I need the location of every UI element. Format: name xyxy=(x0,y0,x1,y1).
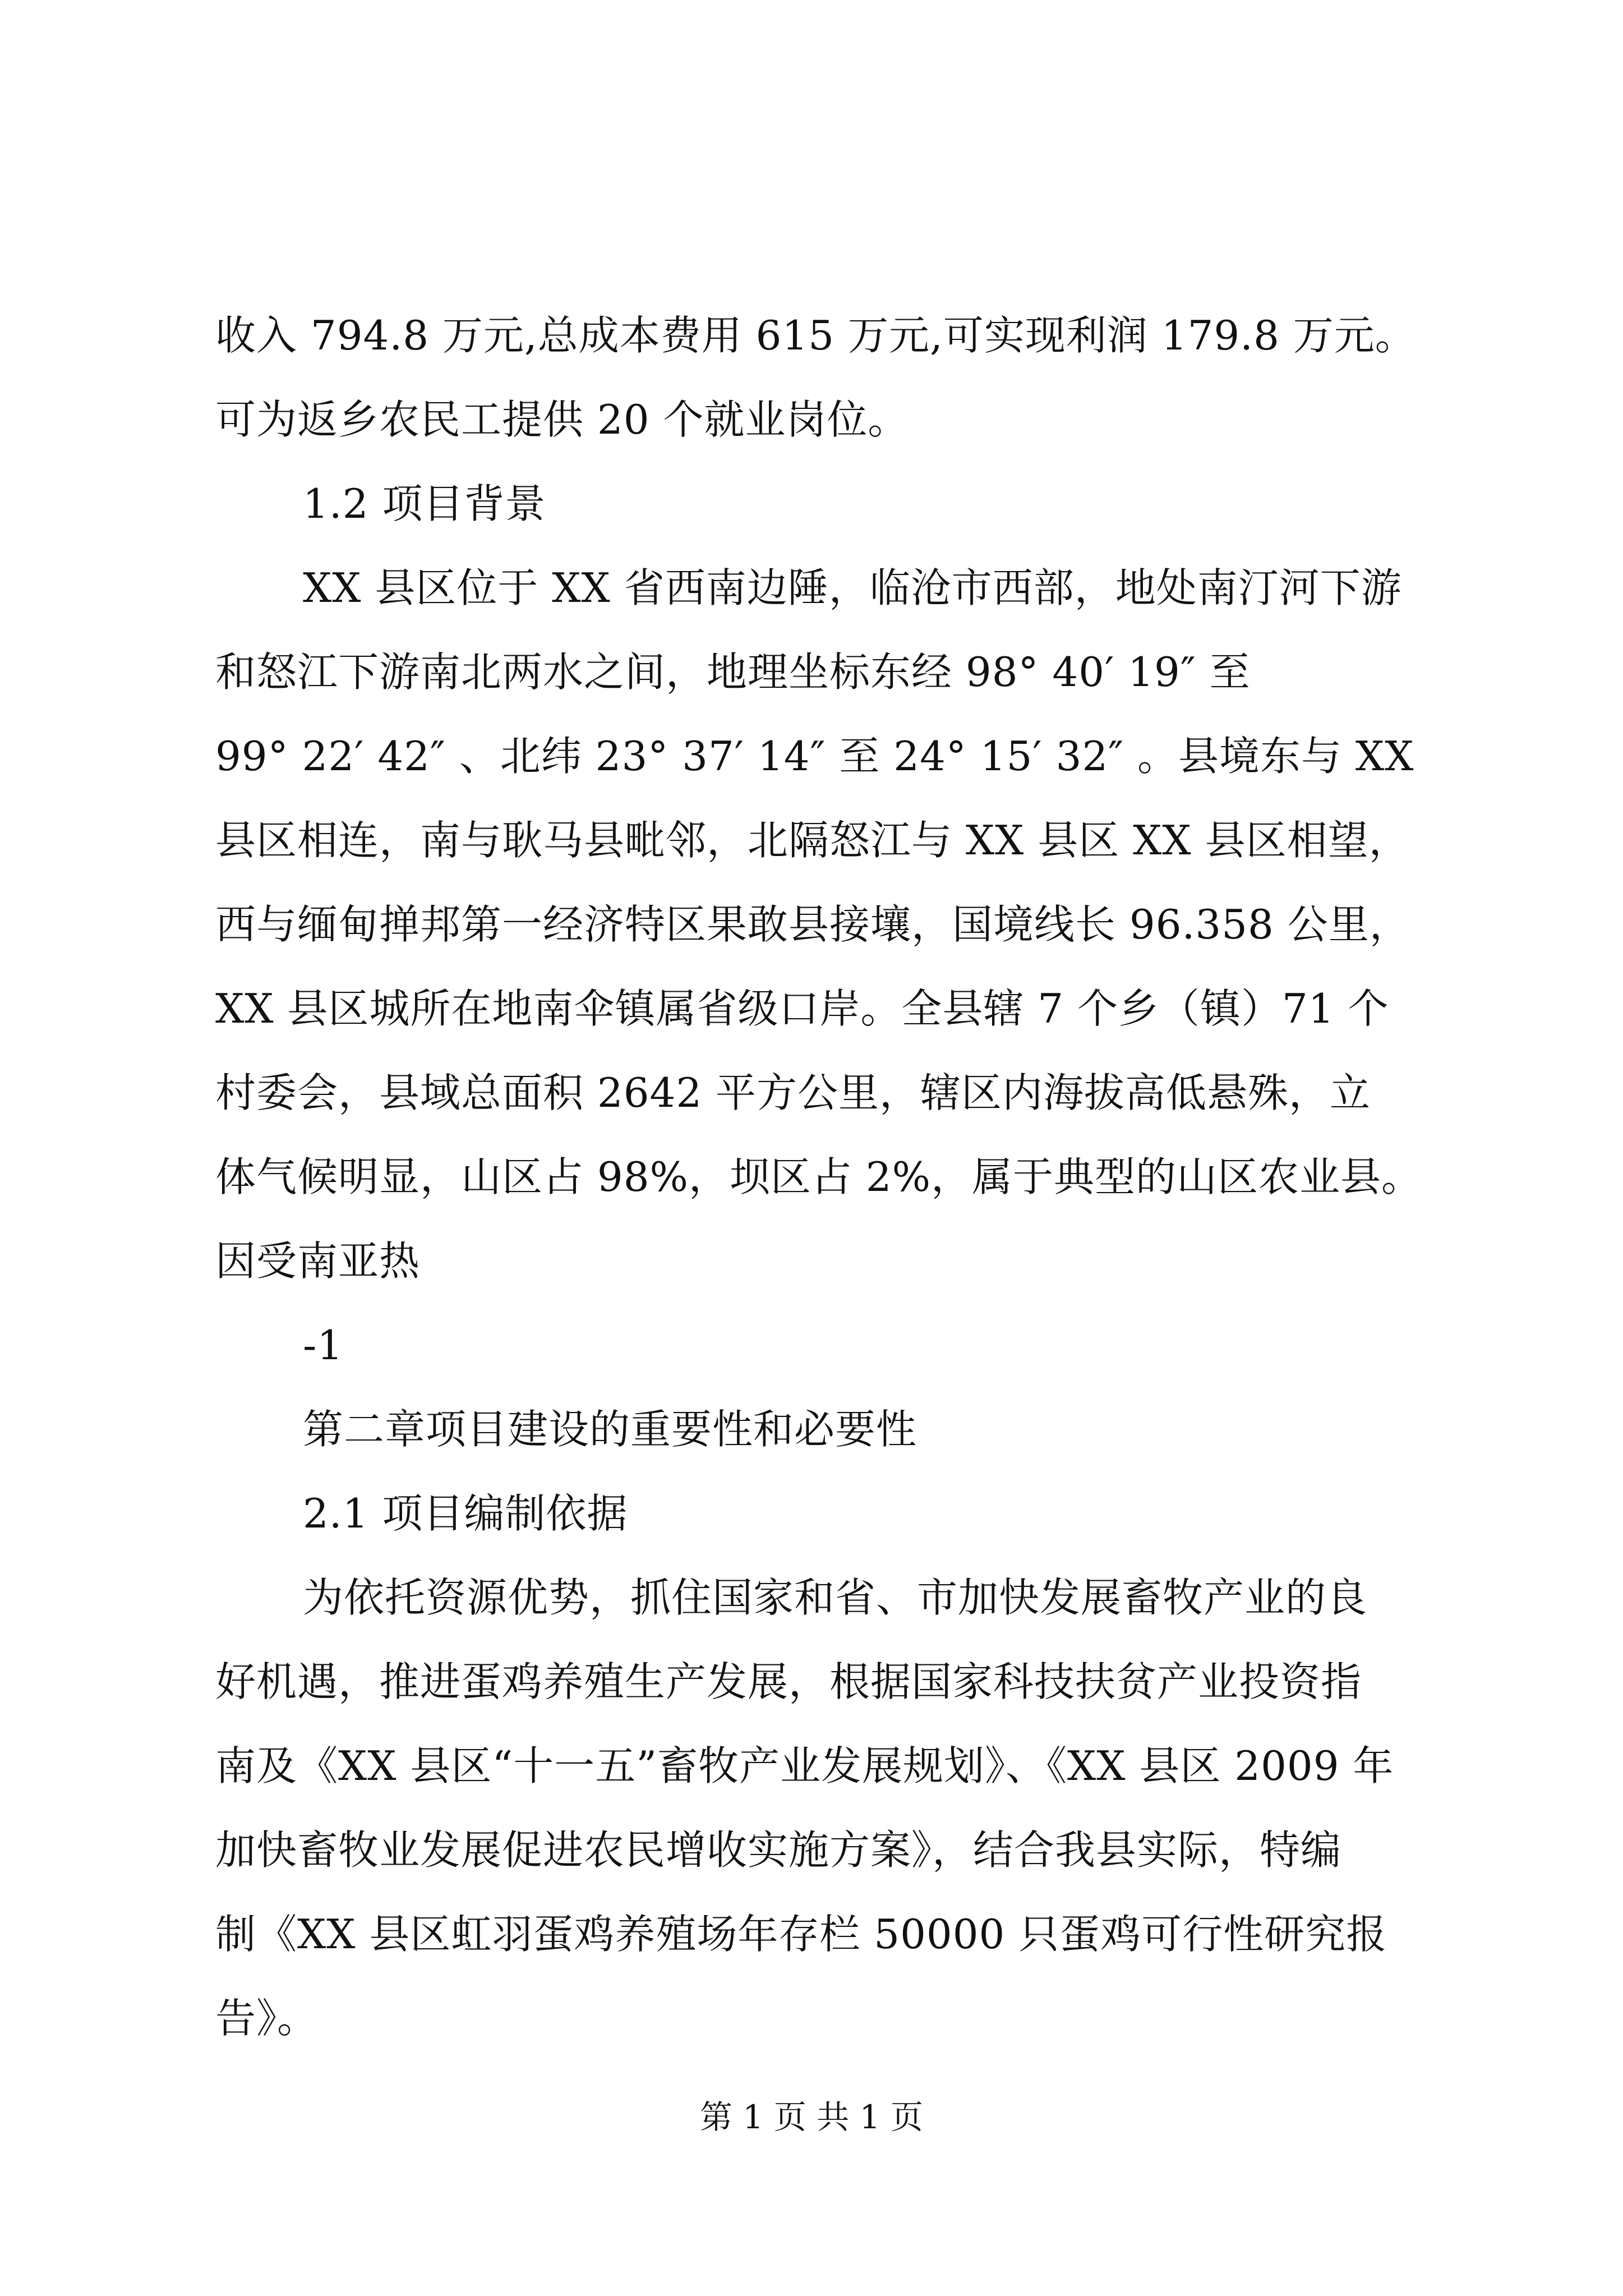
text-line: 县区相连，南与耿马县毗邻，北隔怒江与 XX 县区 XX 县区相望， xyxy=(215,817,1410,864)
text-line: XX 县区位于 XX 省西南边陲，临沧市西部，地处南汀河下游 xyxy=(303,564,1402,611)
text-line: 西与缅甸掸邦第一经济特区果敢县接壤，国境线长 96.358 公里， xyxy=(215,901,1410,948)
text-line: 村委会，县域总面积 2642 平方公里，辖区内海拔高低悬殊，立 xyxy=(215,1069,1371,1116)
text-line: 99° 22′ 42″ 、北纬 23° 37′ 14″ 至 24° 15′ 32″ 。县境东与 XX xyxy=(215,733,1414,780)
text-line: 因受南亚热 xyxy=(215,1237,421,1285)
text-line: 好机遇，推进蛋鸡养殖生产发展，根据国家科技扶贫产业投资指 xyxy=(215,1658,1362,1705)
text-line: 告》。 xyxy=(215,1995,319,2042)
text-line: 为依托资源优势，抓住国家和省、市加快发展畜牧产业的良 xyxy=(303,1574,1368,1621)
text-line: 制《XX 县区虹羽蛋鸡养殖场年存栏 50000 只蛋鸡可行性研究报 xyxy=(215,1911,1387,1958)
text-line: 和怒江下游南北两水之间，地理坐标东经 98° 40′ 19″ 至 xyxy=(215,648,1251,696)
text-line: XX 县区城所在地南伞镇属省级口岸。全县辖 7 个乡（镇）71 个 xyxy=(215,985,1389,1032)
page-marker: -1 xyxy=(303,1322,344,1369)
page-footer xyxy=(0,2095,1623,2139)
text-line: 可为返乡农民工提供 20 个就业岗位。 xyxy=(215,396,909,443)
section-heading: 2.1 项目编制依据 xyxy=(303,1490,628,1537)
page-number-label: 第 1 页 共 1 页 xyxy=(700,2098,923,2136)
text-line: 收入 794.8 万元,总成本费用 615 万元,可实现利润 179.8 万元。 xyxy=(215,312,1416,359)
text-line: 体气候明显，山区占 98%，坝区占 2%，属于典型的山区农业县。 xyxy=(215,1153,1423,1200)
chapter-heading: 第二章项目建设的重要性和必要性 xyxy=(303,1406,917,1453)
section-heading: 1.2 项目背景 xyxy=(303,480,546,527)
text-line: 加快畜牧业发展促进农民增收实施方案》，结合我县实际，特编 xyxy=(215,1826,1342,1874)
text-line: 南及《XX 县区“十一五”畜牧产业发展规划》、《XX 县区 2009 年 xyxy=(215,1742,1394,1789)
